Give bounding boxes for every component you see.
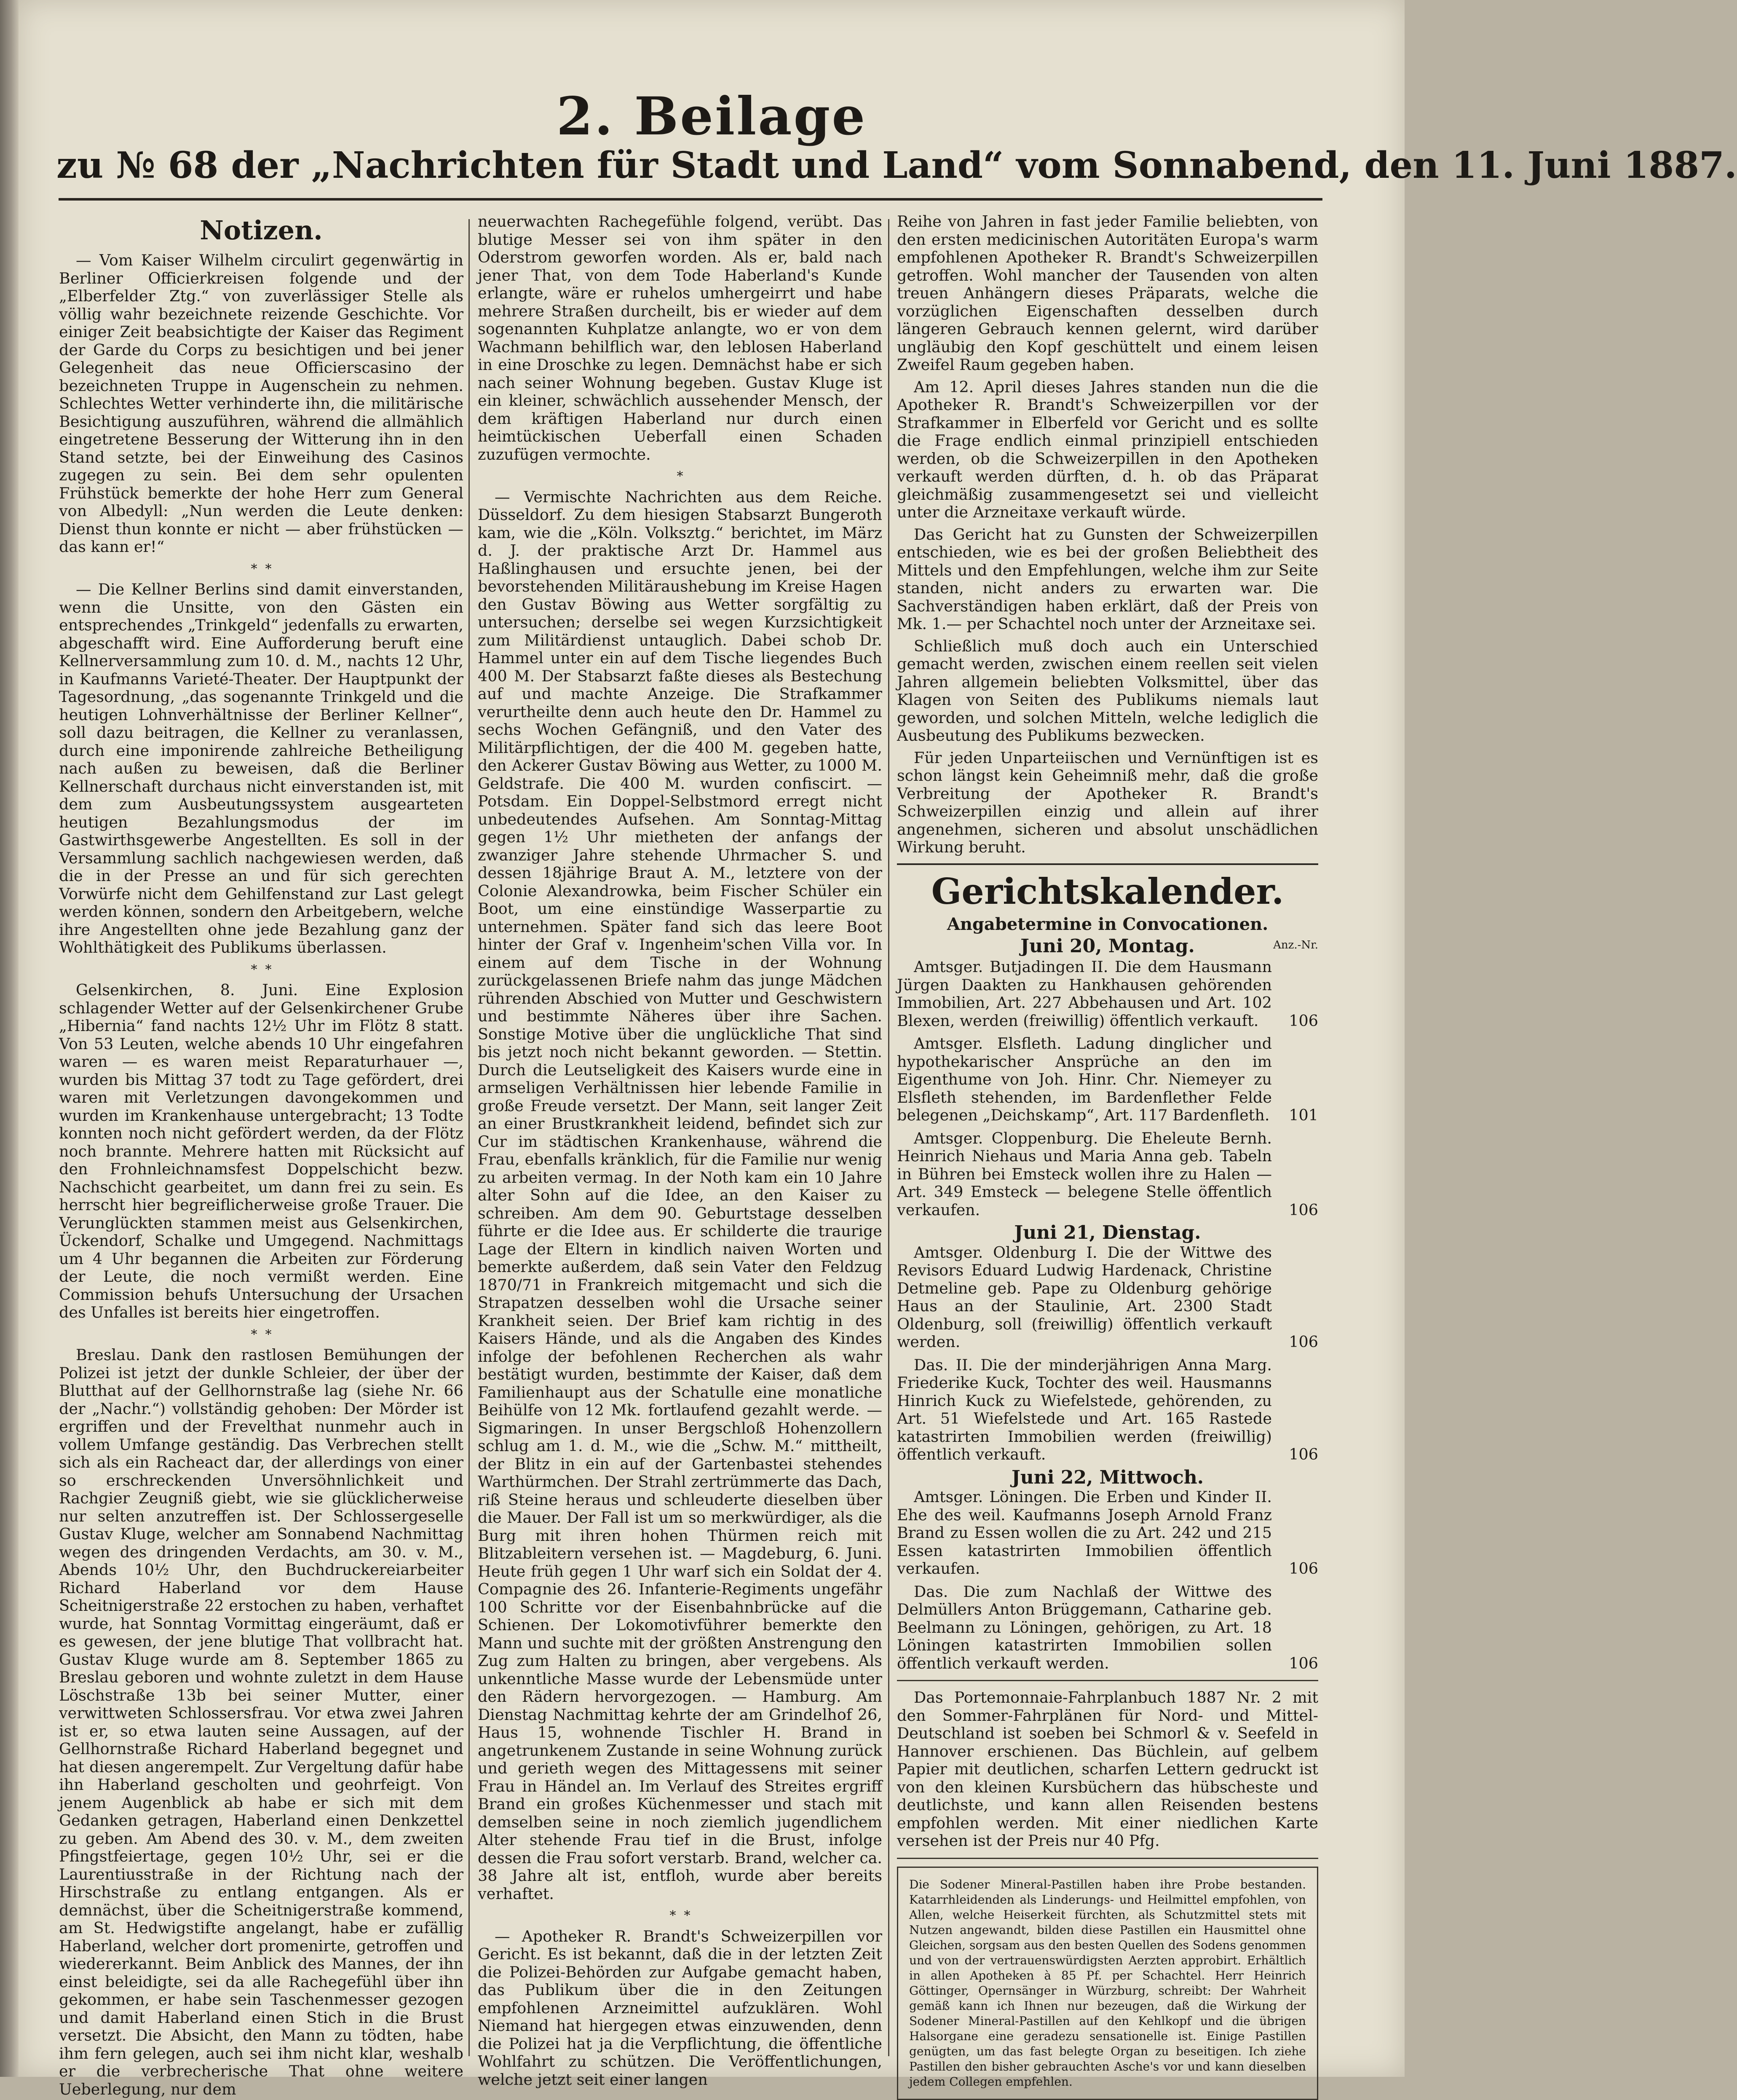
court-entry-number: 106: [1289, 1654, 1318, 1672]
court-entry-text: Amtsger. Löningen. Die Erben und Kinder II. Ehe des weil. Kaufmanns Joseph Arnold Franz Brand zu Essen wollen die zu Art. 242 und 215 Essen katastrirten Immobilien öffentlich verkaufen.: [897, 1488, 1272, 1578]
article-breslau-continued: neuerwachten Rachegefühle folgend, verübt. Das blutige Messer sei von ihm später in den Oderstrom geworfen worden. Als er, bald nach jener That, von dem Tode Haberland's Kunde erlangte, wäre er ruhelos umhergeirrt und habe mehrere Straßen durcheilt, bis er wieder auf dem sogenannten Kuhplatze anlangte, wo er von dem Wachmann behilflich war, den leblosen Haberland in eine Droschke zu legen. Demnächst habe er sich nach seiner Wohnung begeben. Gustav Kluge ist ein kleiner, schwächlich aussehender Mensch, der dem kräftigen Haberland nur durch einen heimtückischen Ueberfall einen Schaden zuzufügen vermochte.: [478, 212, 882, 463]
court-entry-number: 106: [1289, 1333, 1318, 1351]
separator-stars: * *: [669, 1908, 691, 1923]
court-date-heading: Juni 21, Dienstag.: [1014, 1222, 1201, 1243]
court-entry-text: Das. II. Die der minderjährigen Anna Marg. Friederike Kuck, Tochter des weil. Hausmanns Hinrich Kuck zu Wiefelstede, gehörenden, zu Art. 51 Wiefelstede und Art. 165 Rastede katastrirten Immobilien werden (freiwillig) öffentlich verkauft.: [897, 1355, 1272, 1463]
article-kaiser: — Vom Kaiser Wilhelm circulirt gegenwärtig in Berliner Officierkreisen folgende und der „Elberfelder Ztg.“ von zuverlässiger Stelle als völlig wahr bezeichnete reizende Geschichte. Vor einiger Zeit beabsichtigte der Kaiser das Regiment der Garde du Corps zu besichtigen und bei jener Gelegenheit das neue Officierscasino der bezeichneten Truppe in Augenschein zu nehmen. Schlechtes Wetter verhinderte ihn, die militärische Besichtigung auszuführen, während die allmählich eingetretene Besserung der Witterung ihn in den Stand setzte, bei der Einweihung des Casinos zugegen zu sein. Bei dem sehr opulenten Frühstück bemerkte der hohe Herr zum General von Albedyll: „Nun werden die Leute denken: Dienst thun konnte er nicht — aber frühstücken — das kann er!“: [59, 251, 463, 556]
court-entry: [897, 1130, 1318, 1219]
court-entry-number: 106: [1289, 1559, 1318, 1578]
court-entry: [897, 1488, 1318, 1578]
court-date-heading: Juni 20, Montag.: [1020, 935, 1195, 957]
article-paragraph: Das Gericht hat zu Gunsten der Schweizerpillen entschieden, wie es bei der großen Beliebtheit des Mittels und den Empfehlungen, welche ihm zur Seite standen, nicht anders zu erwarten war. Die Sachverständigen haben erklärt, daß der Preis von Mk. 1.— per Schachtel noch unter der Arzneitaxe sei.: [897, 525, 1318, 633]
notice-fahrplanbuch: Das Portemonnaie-Fahrplanbuch 1887 Nr. 2 mit den Sommer-Fahrplänen für Nord- und Mittel-Deutschland ist soeben bei Schmorl & v. Seefeld in Hannover erschienen. Das Büchlein, auf gelbem Papier mit deutlichen, scharfen Lettern gedruckt ist von den kleinen Kursbüchern das hübscheste und deutlichste, und kann allen Reisenden bestens empfohlen werden. Mit einer niedlichen Karte versehen ist der Preis nur 40 Pfg.: [897, 1688, 1318, 1850]
article-gelsenkirchen: Gelsenkirchen, 8. Juni. Eine Explosion schlagender Wetter auf der Gelsenkirchener Grube „Hibernia“ fand nachts 12½ Uhr im Flötz 8 statt. Von 53 Leuten, welche abends 10 Uhr eingefahren waren — es waren meist Reparaturhauer —, wurden bis Mittag 37 todt zu Tage gefördert, drei waren mit Verletzungen davongekommen und wurden im Krankenhause untergebracht; 13 Todte konnten noch nicht gefördert werden, da der Flötz noch brannte. Mehrere hatten mit Rücksicht auf den Frohnleichnamsfest Doppelschicht bezw. Nachschicht gearbeitet, um dann frei zu sein. Es herrscht hier begreiflicherweise große Trauer. Die Verunglückten stammen meist aus Gelsenkirchen, Ückendorf, Schalke und Umgegend. Nachmittags um 4 Uhr begannen die Arbeiten zur Förderung der Leute, die noch vermißt werden. Eine Commission behufs Untersuchung der Ursachen des Unfalles ist bereits hier eingetroffen.: [59, 981, 463, 1321]
masthead-subtitle: zu № 68 der „Nachrichten für Stadt und Land“ vom Sonnabend, den 11. Juni 1887.: [56, 144, 1737, 187]
court-entry-number: 106: [1289, 1011, 1318, 1030]
article-kellner: — Die Kellner Berlins sind damit einverstanden, wenn die Unsitte, von den Gästen ein entsprechendes „Trinkgeld“ jedenfalls zu erwarten, abgeschafft wird. Eine Aufforderung beruft eine Kellnerversammlung zum 10. d. M., nachts 12 Uhr, in Kaufmanns Varieté-Theater. Der Hauptpunkt der Tagesordnung, „das sogenannte Trinkgeld und die heutigen Lohnverhältnisse der Berliner Kellner“, soll dazu beitragen, die Kellner zu veranlassen, durch eine imponirende zahlreiche Betheiligung nach außen zu beweisen, daß die Berliner Kellnerschaft durchaus nicht einverstanden ist, mit dem zum Ausbeutungssystem ausgearteten heutigen Bezahlungsmodus der im Gastwirthsgewerbe Angestellten. Es soll in der Versammlung sachlich nachgewiesen werden, daß die in der Presse an und für sich gerechten Vorwürfe nicht dem Gehilfenstand zur Last gelegt werden können, sondern den Arbeitgebern, welche ihre Angestellten ohne jede Bezahlung ganz der Wohlthätigkeit des Publikums überlassen.: [59, 580, 463, 956]
column-3: [897, 212, 1318, 2089]
column-rule-1: [468, 219, 470, 2056]
court-calendar-heading: Gerichtskalender.: [931, 870, 1284, 912]
newspaper-page: [19, 0, 1737, 2098]
court-entry-number: 106: [1289, 1200, 1318, 1219]
court-entry: [897, 958, 1318, 1030]
court-entry-text: Amtsger. Butjadingen II. Die dem Hausmann Jürgen Daakten zu Hankhausen gehörenden Immobilien, Art. 227 Abbehausen und Art. 102 Blexen, werden (freiwillig) öffentlich verkauft.: [897, 958, 1272, 1030]
court-entry-text: Amtsger. Oldenburg I. Die der Wittwe des Revisors Eduard Ludwig Hardenack, Christine Detmeline geb. Pape zu Oldenburg gehörige Haus an der Staulinie, Art. 2300 Stadt Oldenburg, soll (freiwillig) öffentlich verkauft werden.: [897, 1243, 1272, 1351]
column-1: [59, 213, 463, 2098]
court-entry: [897, 1356, 1318, 1464]
court-entry-number: 106: [1289, 1445, 1318, 1463]
anz-nr-label: Anz.-Nr.: [1273, 938, 1318, 951]
article-paragraph: Schließlich muß doch auch ein Unterschied gemacht werden, zwischen einem reellen seit vielen Jahren allgemein beliebten Volksmittel, über das Klagen von Seiten des Publikums niemals laut geworden, und solchen Mitteln, welche lediglich die Ausbeutung des Publikums bezwecken.: [897, 637, 1318, 745]
section-rule: [897, 1858, 1318, 1859]
article-schweizerpillen: — Apotheker R. Brandt's Schweizerpillen vor Gericht. Es ist bekannt, daß die in der letzten Zeit die Polizei-Behörden zur Aufgabe gemacht haben, das Publikum über die in den Zeitungen empfohlenen Arzneimittel aufzuklären. Wohl Niemand hat hiergegen etwas einzuwenden, denn die Polizei hat ja die Verpflichtung, die öffentliche Wohlfahrt zu schützen. Die Veröffentlichungen, welche jetzt seit einer langen: [478, 1927, 882, 2089]
article-breslau: Breslau. Dank den rastlosen Bemühungen der Polizei ist jetzt der dunkle Schleier, der über der Blutthat auf der Gellhornstraße lag (siehe Nr. 66 der „Nachr.“) vollständig gehoben: Der Mörder ist ergriffen und der Frevelthat nunmehr auch in vollem Umfange geständig. Das Verbrechen stellt sich als ein Racheact dar, der allerdings von einer so erschreckenden Unversöhnlichkeit und Rachgier Zeugniß giebt, wie sie glücklicherweise nur selten anzutreffen ist. Der Schlossergeselle Gustav Kluge, welcher am Sonnabend Nachmittag wegen des dringenden Verdachts, am 30. v. M., Abends 10½ Uhr, den Buchdruckereiarbeiter Richard Haberland vor dem Hause Scheitnigerstraße 22 erstochen zu haben, verhaftet wurde, hat Sonntag Vormittag eingeräumt, daß er es gewesen, der jene blutige That vollbracht hat. Gustav Kluge wurde am 8. September 1865 zu Breslau geboren und wohnte zuletzt in dem Hause Löschstraße 13b bei seiner Mutter, einer verwittweten Schlossersfrau. Vor etwa zwei Jahren ist er, so etwa lauten seine Aussagen, auf der Gellhornstraße Richard Haberland begegnet und hat diesen angerempelt. Zur Vergeltung dafür habe ihn Haberland gescholten und geohrfeigt. Von jenem Augenblick ab habe er sich mit dem Gedanken getragen, Haberland einen Denkzettel zu geben. Am Abend des 30. v. M., dem zweiten Pfingstfeiertage, gegen 10½ Uhr, sei er die Laurentiusstraße in der Richtung nach der Hirschstraße zu entlang entgangen. Als er demnächst, über die Scheitnigerstraße kommend, am St. Hedwigstifte angelangt, habe er zufällig Haberland, welcher dort promenirte, getroffen und wiedererkannt. Beim Anblick des Mannes, der ihn einst beleidigte, sei da alle Rachegefühl über ihn gekommen, er habe sein Taschenmesser gezogen und damit Haberland einen Stich in die Brust versetzt. Die Absicht, den Mann zu tödten, habe ihm fern gelegen, auch sei ihm nicht klar, weshalb er die verbrecherische That ohne weitere Ueberlegung, nur dem: [59, 1346, 463, 2098]
article-schweizerpillen-continued: Reihe von Jahren in fast jeder Familie beliebten, von den ersten medicinischen Autoritäten Europa's warm empfohlenen Apotheker R. Brandt's Schweizerpillen getroffen. Wohl mancher der Tausenden von alten treuen Anhängern dieses Präparats, welche die vorzüglichen Eigenschaften desselben durch längeren Gebrauch kennen gelernt, wird darüber ungläubig den Kopf geschüttelt und einem leisen Zweifel Raum gegeben haben.: [897, 212, 1318, 374]
column-rule-2: [888, 219, 889, 2056]
court-entry: [897, 1583, 1318, 1673]
court-calendar-subheading: Angabetermine in Convocationen.: [947, 914, 1269, 934]
article-paragraph: Für jeden Unparteiischen und Vernünftigen ist es schon längst kein Geheimniß mehr, daß die große Verbreitung der Apotheker R. Brandt's Schweizerpillen einzig und allein auf ihrer angenehmen, sicheren und absolut unschädlichen Wirkung beruht.: [897, 748, 1318, 856]
section-rule: [897, 863, 1318, 865]
section-rule: [897, 1680, 1318, 1681]
court-date-heading: Juni 22, Mittwoch.: [1011, 1466, 1204, 1488]
court-entry-text: Amtsger. Cloppenburg. Die Eheleute Bernh. Heinrich Niehaus und Maria Anna geb. Tabeln in Bühren bei Emsteck wollen ihre zu Halen — Art. 349 Emsteck — belegene Stelle öffentlich verkaufen.: [897, 1129, 1272, 1219]
article-paragraph: Am 12. April dieses Jahres standen nun die die Apotheker R. Brandt's Schweizerpillen vor der Strafkammer in Elberfeld vor Gericht und es sollte die Frage endlich einmal prinzipiell entschieden werden, ob die Schweizerpillen in den Apotheken verkauft werden dürften, d. h. ob das Präparat gleichmäßig zusammengesetzt sei und vielleicht unter die Arzneitaxe verkauft würde.: [897, 378, 1318, 521]
book-binding: [0, 0, 19, 2077]
section-heading-notizen: Notizen.: [200, 215, 323, 246]
advertisement-sodener-pastillen: [897, 1867, 1318, 2100]
article-vermischte: — Vermischte Nachrichten aus dem Reiche. Düsseldorf. Zu dem hiesigen Stabsarzt Bungeroth kam, wie die „Köln. Volksztg.“ berichtet, im März d. J. der praktische Arzt Dr. Hammel aus Haßlinghausen und ersuchte jenen, bei der bevorstehenden Militäraushebung im Kreise Hagen den Gustav Böwing aus Wetter sorgfältig zu untersuchen; derselbe sei wegen Kurzsichtigkeit zum Militärdienst untauglich. Dabei schob Dr. Hammel unter ein auf dem Tische liegendes Buch 400 M. Der Stabsarzt faßte dieses als Bestechung auf und machte Anzeige. Die Strafkammer verurtheilte denn auch heute den Dr. Hammel zu sechs Wochen Gefängniß, und den Vater des Militärpflichtigen, der die 400 M. gegeben hatte, den Ackerer Gustav Böwing aus Wetter, zu 1000 M. Geldstrafe. Die 400 M. wurden confiscirt. — Potsdam. Ein Doppel-Selbstmord erregt nicht unbedeutendes Aufsehen. Am Sonntag-Mittag gegen 1½ Uhr mietheten der anfangs der zwanziger Jahre stehende Uhrmacher S. und dessen 18jährige Braut A. M., letztere von der Colonie Alexandrowka, beim Fischer Schüler ein Boot, um eine einstündige Wasserpartie zu unternehmen. Später fand sich das leere Boot hinter der Graf v. Ingenheim'schen Villa vor. In einem auf dem Tische in der Wohnung zurückgelassenen Briefe nahm das junge Mädchen rührenden Abschied von Mutter und Geschwistern und bestimmte Näheres über ihre Sachen. Sonstige Motive über die unglückliche That sind bis jetzt noch nicht bekannt geworden. — Stettin. Durch die Leutseligkeit des Kaisers wurde eine in armseligen Verhältnissen hier lebende Familie in große Freude versetzt. Der Mann, seit langer Zeit an einer Brustkrankheit leidend, befindet sich zur Cur im städtischen Krankenhause, während die Frau, ebenfalls kränklich, für die Familie nur wenig zu arbeiten vermag. In der Noth kam ein 10 Jahre alter Sohn auf die Idee, an den Kaiser zu schreiben. Am dem 90. Geburtstage desselben führte er die Idee aus. Er schilderte die traurige Lage der Eltern in kindlich naiven Worten und bemerkte außerdem, daß sein Vater den Feldzug 1870/71 in Frankreich mitgemacht und sich die Strapatzen desselben wohl die Ursache seiner Krankheit seien. Der Brief kam richtig in des Kaisers Hände, und als die Angaben des Kindes infolge der befohlenen Recherchen als wahr bestätigt wurden, bestimmte der Kaiser, daß dem Familienhaupt aus der Schatulle eine monatliche Beihülfe von 12 Mk. fortlaufend gezahlt werde. — Sigmaringen. In unser Bergschloß Hohenzollern schlug am 1. d. M., wie die „Schw. M.“ mittheilt, der Blitz in ein auf der Gartenbastei stehendes Warthürmchen. Der Strahl zertrümmerte das Dach, riß Steine heraus und schleuderte dieselben über die Mauer. Der Fall ist um so merkwürdiger, als die Burg mit ihren hohen Thürmen reich mit Blitzableitern versehen ist. — Magdeburg, 6. Juni. Heute früh gegen 1 Uhr warf sich ein Soldat der 4. Compagnie des 26. Infanterie-Regiments ungefähr 100 Schritte vor der Eisenbahnbrücke auf die Schienen. Der Lokomotivführer bemerkte den Mann und suchte mit der größten Anstrengung den Zug zum Halten zu bringen, aber vergebens. Als unkenntliche Masse wurde der Lebensmüde unter den Rädern hervorgezogen. — Hamburg. Am Dienstag Nachmittag kehrte der am Grindelhof 26, Haus 15, wohnende Tischler H. Brand in angetrunkenem Zustande in seine Wohnung zurück und gerieth wegen des Mittagessens mit seiner Frau in Händel an. Im Verlauf des Streites ergriff Brand ein großes Küchenmesser und stach mit demselben seine in noch ziemlich jugendlichem Alter stehende Frau tief in die Brust, infolge dessen die Frau sofort verstarb. Brand, welcher ca. 38 Jahre alt ist, entfloh, wurde aber bereits verhaftet.: [478, 487, 882, 1903]
court-entry: [897, 1035, 1318, 1125]
advertisement-text: Die Sodener Mineral-Pastillen haben ihre Probe bestanden. Katarrhleidenden als Linderungs- und Heilmittel empfohlen, von Allen, welche Heiserkeit fürchten, als Schutzmittel stets mit Nutzen angewandt, bilden diese Pastillen ein Hausmittel ohne Gleichen, sorgsam aus den besten Quellen des Sodens genommen und von der vertrauenswürdigsten Aerzten approbirt. Erhältlich in allen Apotheken à 85 Pf. per Schachtel. Herr Heinrich Göttinger, Opernsänger in Würzburg, schreibt: Der Wahrheit gemäß kann ich Ihnen nur bezeugen, daß die Wirkung der Sodener Mineral-Pastillen auf den Kehlkopf und die übrigen Halsorgane eine geradezu sensationelle ist. Einige Pastillen genügten, um das fast belegte Organ zu beseitigen. Ich ziehe Pastillen den bisher gebrauchten Asche's vor und kann dieselben jedem Collegen empfehlen.: [909, 1877, 1306, 2089]
court-entry-text: Das. Die zum Nachlaß der Wittwe des Delmüllers Anton Brüggemann, Catharine geb. Beelmann zu Löningen, gehörigen, zu Art. 18 Löningen katastrirten Immobilien sollen öffentlich verkauft werden.: [897, 1582, 1272, 1672]
separator-stars: *: [677, 469, 683, 484]
court-entry-number: 101: [1289, 1106, 1318, 1124]
masthead-rule: [59, 198, 1322, 201]
court-entry-text: Amtsger. Elsfleth. Ladung dinglicher und hypothekarischer Ansprüche an den im Eigenthume von Joh. Hinr. Chr. Niemeyer zu Elsfleth stehenden, im Bardenflether Felde belegenen „Deichskamp“, Art. 117 Bardenfleth.: [897, 1034, 1272, 1124]
separator-stars: * *: [251, 962, 272, 977]
separator-stars: * *: [251, 1327, 272, 1342]
court-entry: [897, 1244, 1318, 1351]
separator-stars: * *: [251, 561, 272, 576]
supplement-title: 2. Beilage: [556, 86, 867, 147]
column-2: [478, 212, 882, 2089]
